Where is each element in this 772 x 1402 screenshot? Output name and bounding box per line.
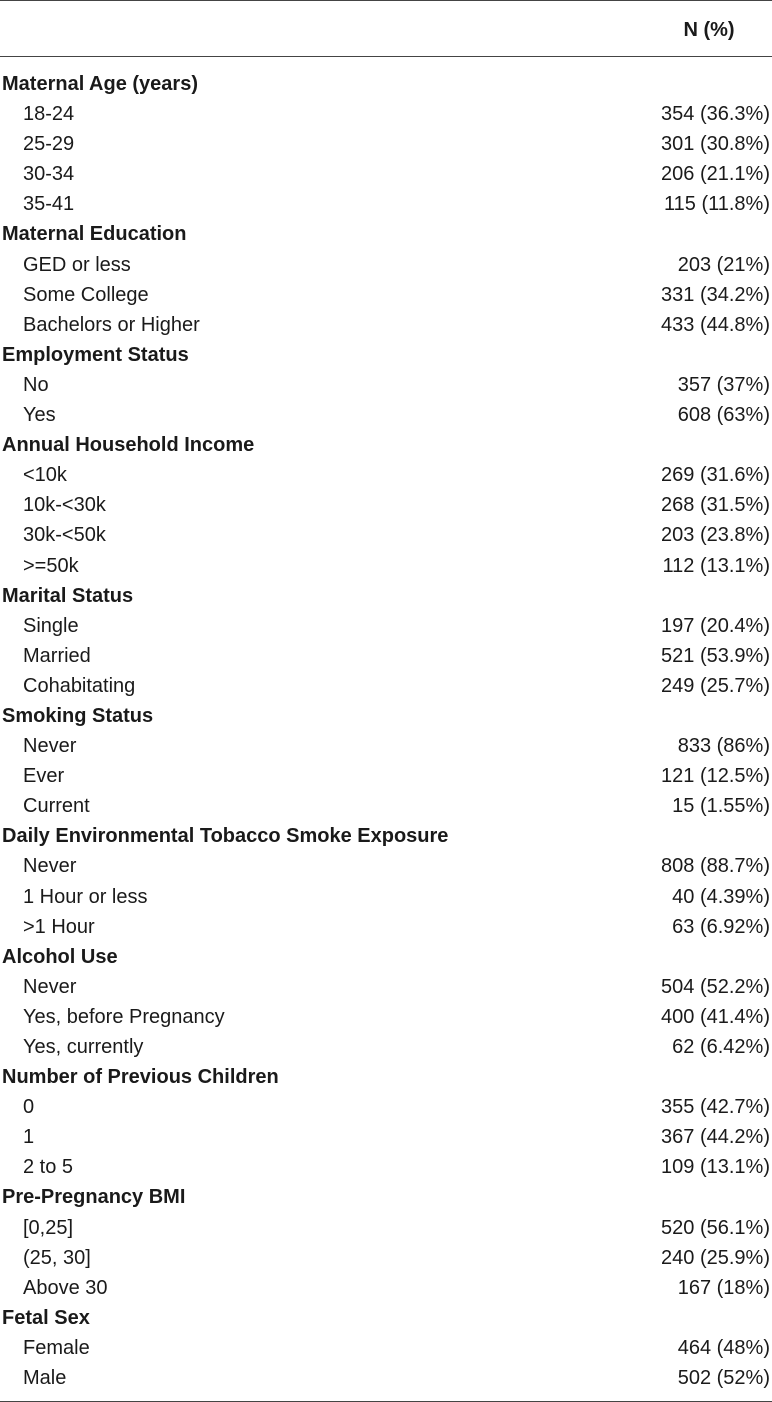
row-value: 354 (36.3%): [661, 103, 770, 126]
row-value: 167 (18%): [677, 1276, 770, 1299]
row-value: 40 (4.39%): [672, 885, 770, 908]
row-label: <10k: [23, 464, 67, 487]
row-value: 206 (21.1%): [661, 163, 770, 186]
group-title: Maternal Education: [2, 223, 187, 246]
group-header-row: [0, 340, 772, 370]
row-label: 1 Hour or less: [23, 885, 148, 908]
row-label: Above 30: [23, 1276, 108, 1299]
table-row: [0, 129, 772, 159]
table-row: [0, 1092, 772, 1122]
row-value: 464 (48%): [677, 1336, 770, 1359]
table-row: [0, 1002, 772, 1032]
table-top-rule: [0, 0, 772, 1]
table-row: [0, 851, 772, 881]
row-value: 433 (44.8%): [661, 313, 770, 336]
row-label: 10k-<30k: [23, 494, 106, 517]
table-row: [0, 761, 772, 791]
row-label: Female: [23, 1336, 90, 1359]
table-row: [0, 731, 772, 761]
group-header-row: [0, 69, 772, 99]
row-label: >1 Hour: [23, 915, 95, 938]
row-label: Never: [23, 855, 77, 878]
group-header-row: [0, 430, 772, 460]
group-title: Alcohol Use: [2, 945, 118, 968]
row-label: Never: [23, 975, 77, 998]
row-label: >=50k: [23, 554, 79, 577]
group-title: Annual Household Income: [2, 434, 255, 457]
group-title: Daily Environmental Tobacco Smoke Exposure: [2, 825, 449, 848]
group-header-row: [0, 581, 772, 611]
row-value: 520 (56.1%): [661, 1216, 770, 1239]
row-label: 30k-<50k: [23, 524, 106, 547]
table-row: [0, 1333, 772, 1363]
table-row: [0, 1273, 772, 1303]
table-row: [0, 1152, 772, 1182]
table-row: [0, 280, 772, 310]
row-label: 30-34: [23, 163, 75, 186]
row-label: Current: [23, 795, 90, 818]
row-label: Male: [23, 1367, 67, 1390]
row-value: 109 (13.1%): [661, 1156, 770, 1179]
row-value: 203 (21%): [677, 253, 770, 276]
table-row: [0, 1213, 772, 1243]
row-value: 400 (41.4%): [661, 1005, 770, 1028]
row-value: 249 (25.7%): [661, 674, 770, 697]
row-label: (25, 30]: [23, 1246, 91, 1269]
row-value: 240 (25.9%): [661, 1246, 770, 1269]
row-value: 367 (44.2%): [661, 1126, 770, 1149]
table-row: [0, 520, 772, 550]
table-row: [0, 551, 772, 581]
row-label: GED or less: [23, 253, 131, 276]
table-row: [0, 400, 772, 430]
row-label: Bachelors or Higher: [23, 313, 200, 336]
row-label: Yes, currently: [23, 1036, 144, 1058]
group-header-row: [0, 1182, 772, 1212]
row-value: 203 (23.8%): [661, 524, 770, 547]
row-label: Married: [23, 644, 91, 667]
row-label: Yes: [23, 404, 56, 427]
group-title: Maternal Age (years): [2, 73, 198, 95]
group-header-row: [0, 1303, 772, 1333]
row-value: 301 (30.8%): [661, 133, 770, 156]
row-value: 833 (86%): [677, 735, 770, 758]
group-title: Number of Previous Children: [2, 1066, 279, 1089]
row-label: Ever: [23, 765, 65, 788]
row-label: 0: [23, 1096, 35, 1119]
row-value: 268 (31.5%): [661, 494, 770, 517]
table-row: [0, 641, 772, 671]
group-header-row: [0, 821, 772, 851]
table-row: [0, 791, 772, 821]
row-value: 197 (20.4%): [661, 614, 770, 637]
table-row: [0, 250, 772, 280]
row-value: 63 (6.92%): [672, 915, 770, 938]
group-title: Marital Status: [2, 584, 134, 607]
row-value: 808 (88.7%): [661, 855, 770, 878]
row-label: 25-29: [23, 133, 75, 156]
column-header-n-percent: N (%): [683, 19, 735, 41]
table-row: [0, 490, 772, 520]
group-header-row: [0, 1062, 772, 1092]
table-header-row: [0, 13, 772, 47]
row-value: 121 (12.5%): [661, 765, 770, 788]
group-title: Smoking Status: [2, 704, 154, 727]
row-value: 521 (53.9%): [661, 644, 770, 667]
group-header-row: [0, 219, 772, 249]
table-row: [0, 310, 772, 340]
row-value: 15 (1.55%): [672, 795, 770, 818]
row-label: Never: [23, 735, 77, 758]
table-row: [0, 1363, 772, 1393]
row-label: Cohabitating: [23, 674, 136, 697]
table-row: [0, 1243, 772, 1273]
row-value: 331 (34.2%): [661, 283, 770, 306]
row-value: 115 (11.8%): [664, 193, 770, 216]
row-label: Some College: [23, 283, 149, 306]
table-row: [0, 972, 772, 1002]
row-value: 608 (63%): [677, 404, 770, 427]
table-row: [0, 189, 772, 219]
row-value: 112 (13.1%): [662, 554, 770, 577]
row-value: 269 (31.6%): [661, 464, 770, 487]
header-divider-rule: [0, 56, 772, 57]
row-value: 355 (42.7%): [661, 1096, 770, 1119]
group-title: Fetal Sex: [2, 1306, 90, 1329]
row-label: Single: [23, 614, 79, 637]
row-label: 35-41: [23, 193, 75, 216]
table-row: [0, 99, 772, 129]
row-value: 502 (52%): [677, 1367, 770, 1390]
row-label: 2 to 5: [23, 1156, 74, 1179]
row-label: [0,25]: [23, 1216, 74, 1239]
row-label: No: [23, 373, 49, 396]
table-row: [0, 912, 772, 942]
table-row: [0, 159, 772, 189]
row-value: 357 (37%): [677, 373, 770, 396]
row-value: 62 (6.42%): [672, 1036, 770, 1058]
table-row: [0, 611, 772, 641]
row-label: 1: [23, 1126, 35, 1149]
table-row: [0, 1032, 772, 1062]
table-body: [0, 69, 772, 1393]
table-row: [0, 370, 772, 400]
group-header-row: [0, 701, 772, 731]
row-value: 504 (52.2%): [661, 975, 770, 998]
table-row: [0, 671, 772, 701]
group-header-row: [0, 942, 772, 972]
table-row: [0, 882, 772, 912]
row-label: 18-24: [23, 103, 75, 126]
row-label: Yes, before Pregnancy: [23, 1005, 225, 1028]
table-row: [0, 460, 772, 490]
group-title: Employment Status: [2, 343, 189, 366]
table-row: [0, 1122, 772, 1152]
group-title: Pre-Pregnancy BMI: [2, 1186, 186, 1209]
